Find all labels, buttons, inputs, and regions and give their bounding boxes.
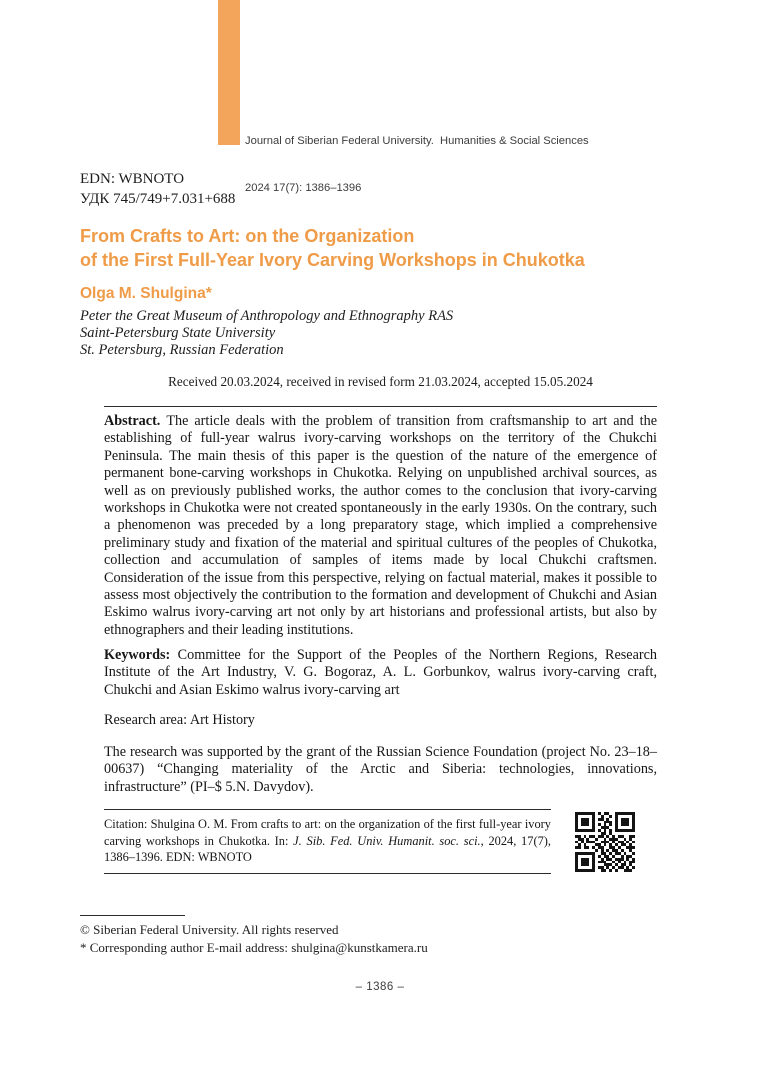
journal-issue: 2024 17(7): 1386–1396 <box>245 181 362 194</box>
received-dates: Received 20.03.2024, received in revised form 21.03.2024, accepted 15.05.2024 <box>168 374 593 389</box>
article-codes <box>80 169 235 209</box>
journal-name: Journal of Siberian Federal University. Humanities & Social Sciences <box>245 135 589 147</box>
page-footnotes <box>80 915 640 956</box>
affiliation-line: Saint-Petersburg State University <box>80 325 276 342</box>
article-title-line2: of the First Full-Year Ivory Carving Workshops in Chukotka <box>80 250 585 270</box>
article-title-line1: From Crafts to Art: on the Organization <box>80 226 415 246</box>
edn-code: EDN: WBNOTO <box>80 171 185 187</box>
abstract-text: The article deals with the problem of transition from craftsmanship to art and the establishing of full-year walrus ivory-carving workshops on the territory of the Chukchi Peninsula. The main thesis of this paper is the question of the nature of the emergence of permanent bone-carving workshops in Chukotka. Relying on unpublished archival sources, as well as on previously published works, the author comes to the conclusion that ivory-carving workshops in Chukotka were not created spontaneously in the early 1930s. On the contrary, such a phenomenon was preceded by a long preparatory stage, which implied a comprehensive preliminary study and fixation of the material and spiritual cultures of the peoples of Chukotka, collection and accumulation of samples of items made by local Chukchi craftsmen. Consideration of the issue from this perspective, relying on factual material, makes it possible to assess most objectively the contribution to the formation and development of Chukchi and Asian Eskimo walrus ivory-carving art not only by art historians and professional artists, but also by ethnographers and their leading institutions. <box>104 413 657 638</box>
page-number: – 1386 – <box>355 981 405 993</box>
research-area-line: Research area: Art History <box>104 712 255 728</box>
abstract-top-rule <box>104 406 657 407</box>
journal-accent-bar <box>218 0 240 145</box>
footnote-rule <box>80 915 185 916</box>
abstract-label: Abstract. <box>104 413 167 429</box>
citation-block <box>104 809 551 874</box>
affiliation-line: Peter the Great Museum of Anthropology and Ethnography RAS <box>80 308 454 324</box>
citation-journal-abbrev: J. Sib. Fed. Univ. Humanit. soc. sci. <box>293 833 481 848</box>
keywords-paragraph <box>104 647 657 699</box>
keywords-label: Keywords: <box>104 647 178 663</box>
citation-prefix: Citation: Shulgina O. M. From crafts to art: on the organization of the first full-year ivory carving workshops in Chukotka. In: <box>104 817 551 848</box>
corresponding-author-line: * Corresponding author E-mail address: shulgina@kunstkamera.ru <box>80 939 428 955</box>
udk-code: УДК 745/749+7.031+688 <box>80 191 236 207</box>
copyright-line: © Siberian Federal University. All rights reserved <box>80 922 339 937</box>
citation-suffix: , 2024, 17(7), 1386–1396. EDN: WBNOTO <box>104 833 551 864</box>
author-affiliations <box>80 308 453 360</box>
article-title <box>80 224 680 272</box>
keywords-text: Committee for the Support of the Peoples of the Northern Regions, Research Institute of the Art Industry, V. G. Bogoraz, A. L. Gorbunkov, walrus ivory-carving craft, Chukchi and Asian Eskimo walrus ivory-carving art <box>104 647 657 698</box>
author-name: Olga M. Shulgina* <box>80 285 212 302</box>
affiliation-line: St. Petersburg, Russian Federation <box>80 342 284 359</box>
abstract-paragraph <box>104 413 657 639</box>
qr-code <box>575 812 635 872</box>
funding-statement: The research was supported by the grant of the Russian Science Foundation (project No. 23–18–00637) “Changing materiality of the Arctic and Siberia: technologies, innovations, infrastructure” (PI–$ 5.N. Davydov). <box>104 744 657 795</box>
journal-header <box>245 103 589 227</box>
